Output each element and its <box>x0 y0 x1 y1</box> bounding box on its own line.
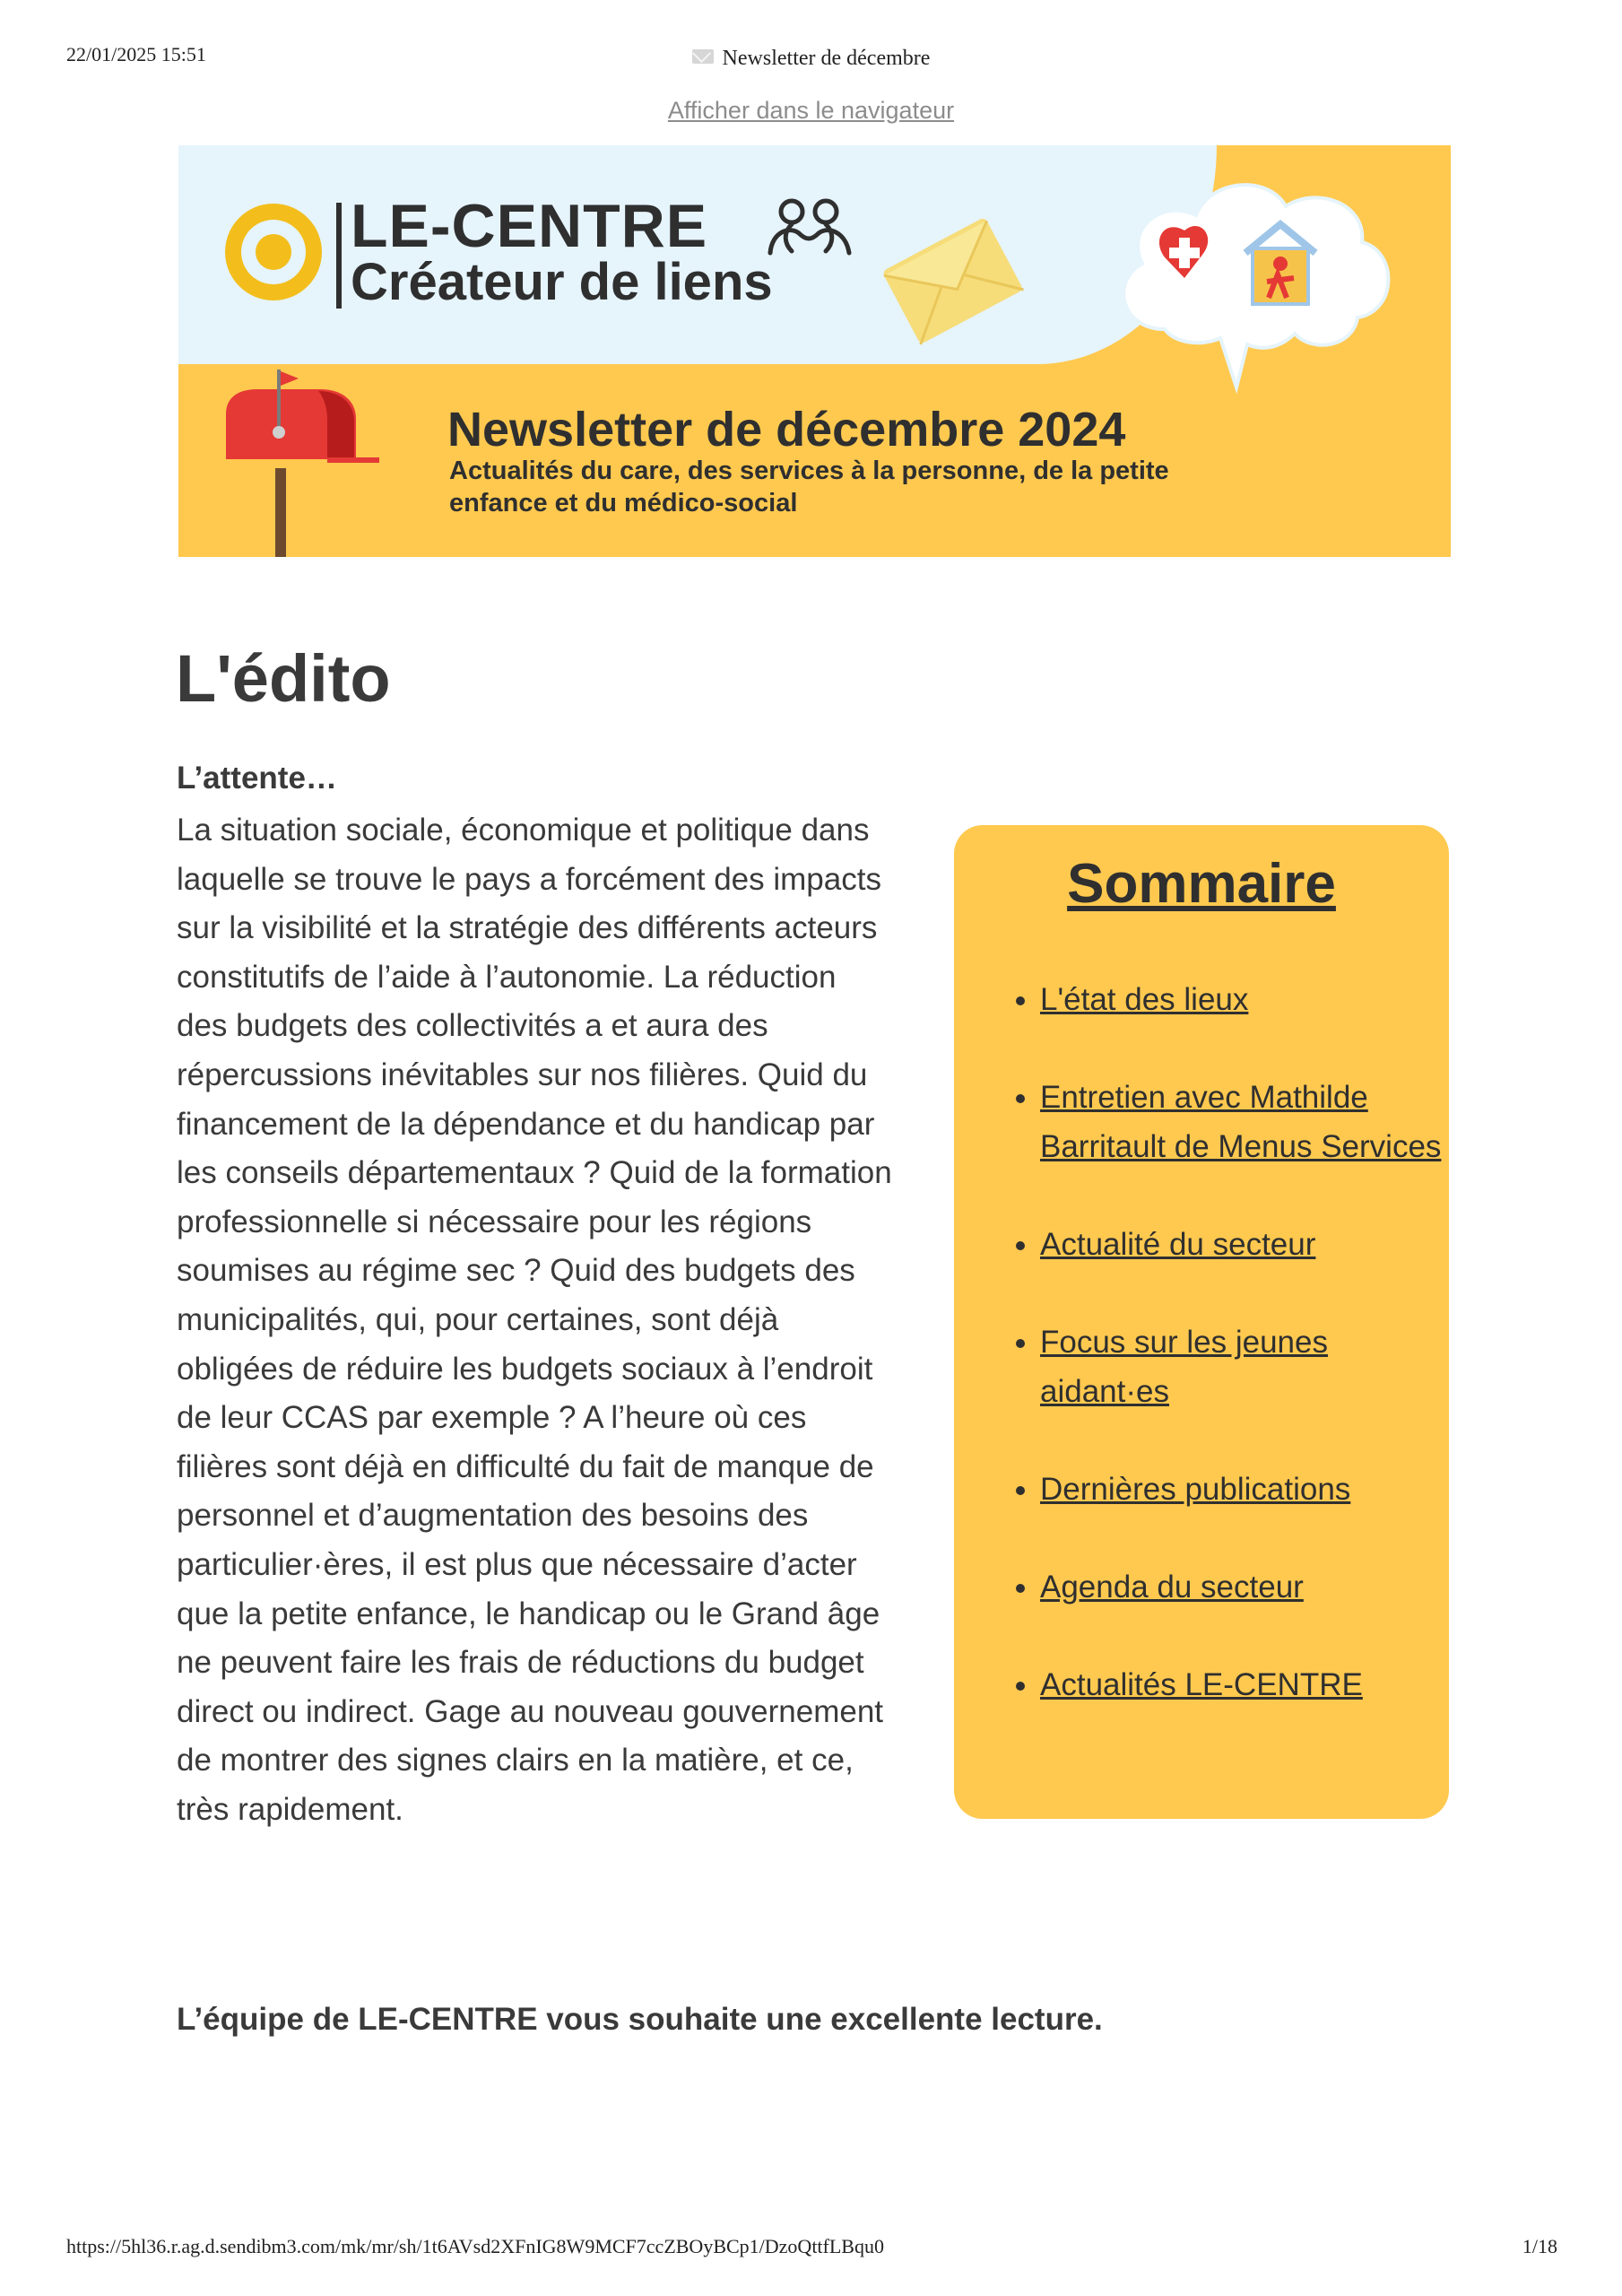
le-centre-logo-icon <box>225 204 322 300</box>
sommaire-link-publications[interactable]: Dernières publications <box>1040 1471 1351 1507</box>
sommaire-link-jeunes-aidants[interactable]: Focus sur les jeunes aidant·es <box>1040 1325 1328 1409</box>
sommaire-item <box>1040 1661 1462 1710</box>
print-title-text: Newsletter de décembre <box>722 47 931 70</box>
sommaire-item <box>1040 976 1462 1025</box>
sommaire-item <box>1040 1221 1462 1270</box>
edito-lead: L’attente… <box>177 761 337 796</box>
print-datetime: 22/01/2025 15:51 <box>66 43 206 65</box>
sommaire-link-etat-des-lieux[interactable]: L'état des lieux <box>1040 982 1249 1017</box>
print-title <box>0 47 1622 71</box>
newsletter-title: Newsletter de décembre 2024 <box>447 403 1126 457</box>
edito-title: L'édito <box>176 641 391 716</box>
speech-cloud-illustration <box>1102 163 1407 396</box>
people-icon <box>765 197 854 260</box>
brand-name: LE-CENTRE <box>351 192 708 260</box>
print-page-number: 1/18 <box>1522 2235 1557 2257</box>
brand-tagline: Créateur de liens <box>351 253 773 311</box>
sommaire-box <box>954 825 1449 1819</box>
edito-body: La situation sociale, économique et politique dans laquelle se trouve le pays a forcément des impacts sur la visibilité et la stratégie des différents acteurs constitutifs de l’aide à l’autonomie. La réduction des budgets des collectivités a et aura des répercussions inévitables sur nos filières. Quid du financement de la dépendance et du handicap par les conseils départementaux ? Quid de la formation professionnelle si nécessaire pour les régions soumises au régime sec ? Quid des budgets des municipalités, qui, pour certaines, sont déjà obligées de réduire les budgets sociaux à l’endroit de leur CCAS par exemple ? A l’heure où ces filières sont déjà en difficulté du fait de manque de personnel et d’augmentation des besoins des particulier·ères, il est plus que nécessaire d’acter que la petite enfance, le handicap ou le Grand âge ne peuvent faire les frais de réductions du budget direct ou indirect. Gage au nouveau gouvernement de montrer des signes clairs en la matière, et ce, très rapidement. <box>177 813 892 1827</box>
sommaire-list <box>1008 976 1462 1760</box>
newsletter-subtitle: Actualités du care, des services à la personne, de la petite enfance et du médico-social <box>449 457 1169 517</box>
envelope-illustration <box>876 208 1028 352</box>
sommaire-title: Sommaire <box>1067 853 1336 915</box>
sommaire-item <box>1040 1563 1462 1613</box>
mailbox-illustration <box>221 370 401 557</box>
view-in-browser-link[interactable]: Afficher dans le navigateur <box>667 97 955 124</box>
sommaire-item <box>1040 1465 1462 1515</box>
envelope-icon <box>692 49 714 64</box>
sommaire-link-actualites-le-centre[interactable]: Actualités LE-CENTRE <box>1040 1667 1363 1703</box>
sommaire-item <box>1040 1074 1462 1171</box>
edito-closing: L’équipe de LE-CENTRE vous souhaite une excellente lecture. <box>177 2002 1103 2037</box>
print-footer-url: https://5hl36.r.ag.d.sendibm3.com/mk/mr/sh/1t6AVsd2XFnIG8W9MCF7ccZBOyBCp1/DzoQttfLBqu0 <box>66 2235 884 2257</box>
logo-divider <box>336 203 342 309</box>
sommaire-item <box>1040 1318 1462 1416</box>
sommaire-link-actualite-secteur[interactable]: Actualité du secteur <box>1040 1226 1316 1262</box>
newsletter-banner <box>178 145 1451 557</box>
sommaire-link-entretien[interactable]: Entretien avec Mathilde Barritault de Menus Services <box>1040 1080 1442 1164</box>
sommaire-link-agenda[interactable]: Agenda du secteur <box>1040 1570 1304 1605</box>
